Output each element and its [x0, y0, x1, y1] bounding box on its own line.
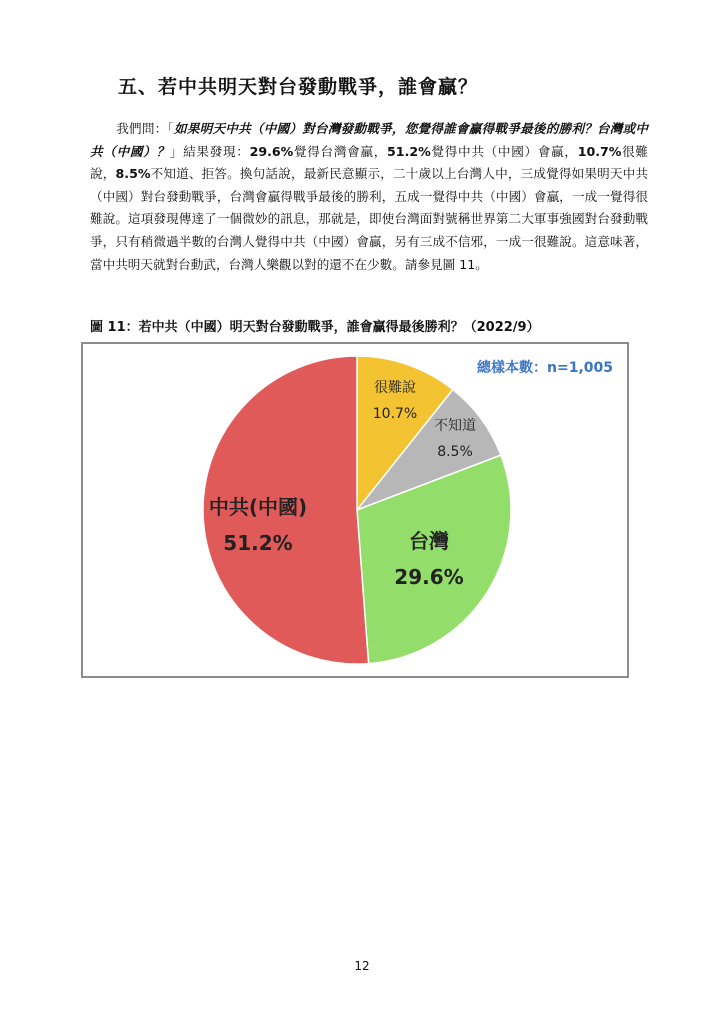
stat-china: 51.2%: [387, 143, 431, 159]
stat-hard-to-say: 10.7%: [577, 143, 622, 159]
pie-chart-frame: [81, 342, 629, 678]
sample-size-note: 總樣本數：n=1,005: [477, 360, 613, 376]
slice-value-1: 8.5%: [437, 444, 473, 460]
slice-value-0: 10.7%: [372, 406, 418, 422]
slice-label-2: 台灣: [409, 529, 449, 553]
slice-value-3: 51.2%: [223, 531, 293, 555]
stat-dont-know: 8.5%: [115, 166, 151, 182]
body-paragraph: [90, 118, 648, 276]
stat-taiwan: 29.6%: [249, 143, 294, 159]
slice-label-0: 很難說: [374, 380, 416, 396]
figure-caption: 圖 11：若中共（中國）明天對台發動戰爭，誰會贏得最後勝利？（2022/9）: [90, 320, 540, 335]
slice-label-3: 中共(中國): [208, 495, 308, 519]
survey-question: 如果明天中共（中國）對台灣發動戰爭，您覺得誰會贏得戰爭最後的勝利？台灣或中共（中國）？: [90, 121, 649, 159]
pie-chart: [83, 344, 627, 676]
para-text-4: 不知道、拒答。換句話說，最新民意顯示，二十歲以上台灣人中，三成覺得如果明天中共（中國）對台發動戰爭，台灣會贏得戰爭最後的勝利，五成一覺得中共（中國）會贏，一成一覺得很難說。這項發現傳達了一個微妙的訊息，那就是，即使台灣面對號稱世界第二大軍事強國對台發動戰爭，只有稍微過半數的台灣人覺得中共（中國）會贏，另有三成不信邪，一成一很難說。這意味著，當中共明天就對台動武，台灣人樂觀以對的還不在少數。請參見圖 11。: [90, 166, 649, 272]
slice-value-2: 29.6%: [394, 565, 464, 589]
para-text-1: 覺得台灣會贏，: [293, 143, 388, 159]
section-heading: 五、若中共明天對台發動戰爭，誰會贏？: [118, 76, 479, 98]
slice-label-1: 不知道: [434, 418, 476, 434]
para-intro: 我們問：「: [116, 121, 175, 136]
para-text-2: 覺得中共（中國）會贏，: [430, 143, 578, 159]
para-text-3: 很難說，: [90, 143, 649, 182]
para-after-question: 」結果發現：: [169, 143, 250, 159]
page-number: 12: [354, 959, 370, 973]
